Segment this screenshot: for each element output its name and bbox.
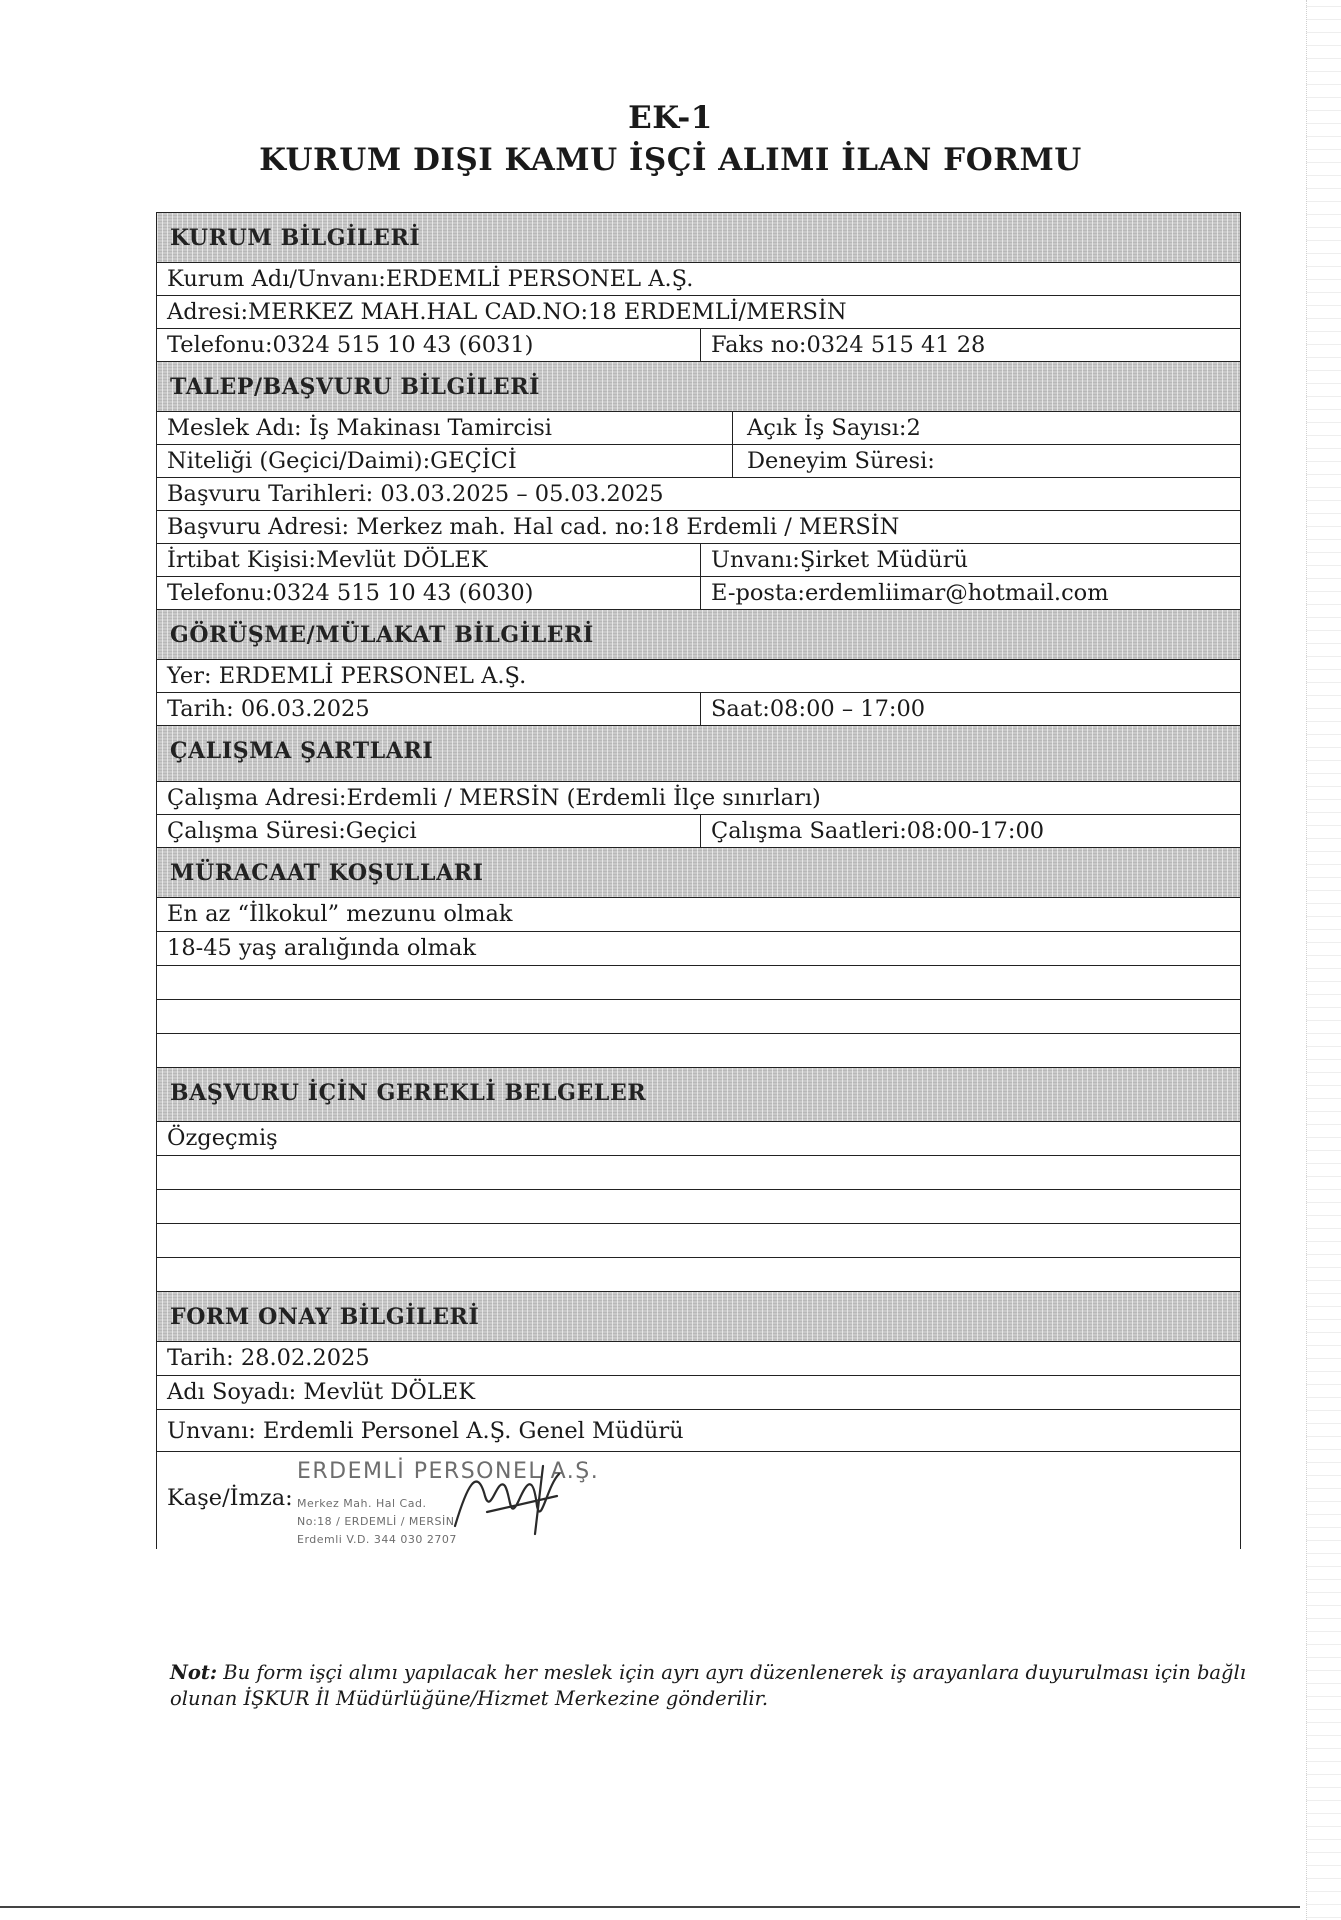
interview-place: Yer: ERDEMLİ PERSONEL A.Ş. bbox=[167, 663, 527, 689]
note-text: Bu form işçi alımı yapılacak her meslek için ayrı ayrı düzenlenerek iş arayanlara duyurulması için bağlı olunan İŞKUR İl Müdürlüğüne/Hizmet Merkezine gönderilir. bbox=[170, 1661, 1247, 1710]
section-onay-header bbox=[157, 1292, 1240, 1342]
section-kurum-header bbox=[157, 213, 1240, 263]
section-title: KURUM BİLGİLERİ bbox=[170, 225, 421, 251]
section-belgeler-header bbox=[157, 1068, 1240, 1122]
approver-title-row bbox=[157, 1410, 1240, 1452]
section-title: GÖRÜŞME/MÜLAKAT BİLGİLERİ bbox=[170, 622, 594, 648]
stamp-line: Erdemli V.D. 344 030 2707 bbox=[297, 1533, 457, 1546]
experience-duration: Deneyim Süresi: bbox=[732, 445, 1240, 477]
section-talep-header bbox=[157, 362, 1240, 412]
interview-date: Tarih: 06.03.2025 bbox=[167, 696, 370, 722]
requirement-row bbox=[157, 932, 1240, 966]
interview-hours: Saat:08:00 – 17:00 bbox=[700, 693, 1240, 725]
requirement-item: En az “İlkokul” mezunu olmak bbox=[167, 901, 513, 927]
kurum-contact-row bbox=[157, 329, 1240, 362]
section-muracaat-header bbox=[157, 848, 1240, 898]
document-item bbox=[157, 1156, 1240, 1189]
section-title: TALEP/BAŞVURU BİLGİLERİ bbox=[170, 374, 541, 400]
work-terms-row bbox=[157, 815, 1240, 848]
kurum-address-row bbox=[157, 296, 1240, 329]
document-row bbox=[157, 1258, 1240, 1292]
document-row bbox=[157, 1224, 1240, 1258]
document-item bbox=[157, 1224, 1240, 1257]
kurum-address: Adresi:MERKEZ MAH.HAL CAD.NO:18 ERDEMLİ/MERSİN bbox=[167, 299, 847, 325]
section-gorusme-header bbox=[157, 610, 1240, 660]
approver-title: Unvanı: Erdemli Personel A.Ş. Genel Müdürü bbox=[167, 1418, 684, 1444]
contact-info-row bbox=[157, 577, 1240, 610]
contact-email: E-posta:erdemliimar@hotmail.com bbox=[700, 577, 1240, 609]
kurum-name-row bbox=[157, 263, 1240, 296]
requirement-item bbox=[157, 1034, 1240, 1067]
stamp-line: ERDEMLİ PERSONEL A.Ş. bbox=[297, 1459, 600, 1484]
scanned-page-edge bbox=[1306, 0, 1341, 1920]
work-hours: Çalışma Saatleri:08:00-17:00 bbox=[700, 815, 1240, 847]
kurum-phone: Telefonu:0324 515 10 43 (6031) bbox=[167, 332, 534, 358]
work-address: Çalışma Adresi:Erdemli / MERSİN (Erdemli İlçe sınırları) bbox=[167, 785, 821, 811]
requirement-row bbox=[157, 966, 1240, 1000]
interview-time-row bbox=[157, 693, 1240, 726]
position-type: Niteliği (Geçici/Daimi):GEÇİCİ bbox=[167, 448, 517, 474]
stamp-signature-label: Kaşe/İmza: bbox=[167, 1485, 293, 1511]
requirement-item bbox=[157, 1000, 1240, 1033]
approval-date-row bbox=[157, 1342, 1240, 1376]
form-footnote bbox=[170, 1660, 1260, 1712]
stamp-line: Merkez Mah. Hal Cad. bbox=[297, 1497, 427, 1510]
interview-place-row bbox=[157, 660, 1240, 693]
page-bottom-rule bbox=[0, 1906, 1300, 1908]
company-stamp bbox=[297, 1456, 600, 1546]
document-item bbox=[157, 1190, 1240, 1223]
section-title: MÜRACAAT KOŞULLARI bbox=[170, 860, 484, 886]
job-posting-form bbox=[156, 212, 1241, 1549]
signature-mark bbox=[447, 1456, 577, 1540]
note-label: Not: bbox=[170, 1661, 218, 1684]
stamp-line: No:18 / ERDEMLİ / MERSİN bbox=[297, 1515, 455, 1528]
stamp-signature-row bbox=[157, 1452, 1240, 1549]
application-address: Başvuru Adresi: Merkez mah. Hal cad. no:18 Erdemli / MERSİN bbox=[167, 514, 900, 540]
contact-person-row bbox=[157, 544, 1240, 577]
contact-title: Unvanı:Şirket Müdürü bbox=[700, 544, 1240, 576]
meslek-name: Meslek Adı: İş Makinası Tamircisi bbox=[167, 415, 552, 441]
application-address-row bbox=[157, 511, 1240, 544]
application-dates-row bbox=[157, 478, 1240, 511]
contact-person: İrtibat Kişisi:Mevlüt DÖLEK bbox=[167, 547, 488, 573]
requirement-item bbox=[157, 966, 1240, 999]
form-title: KURUM DIŞI KAMU İŞÇİ ALIMI İLAN FORMU bbox=[259, 142, 1082, 178]
document-item: Özgeçmiş bbox=[167, 1125, 278, 1151]
section-title: ÇALIŞMA ŞARTLARI bbox=[170, 738, 434, 764]
requirement-row bbox=[157, 1034, 1240, 1068]
approver-name: Adı Soyadı: Mevlüt DÖLEK bbox=[167, 1379, 476, 1405]
work-duration: Çalışma Süresi:Geçici bbox=[167, 818, 417, 844]
application-dates: Başvuru Tarihleri: 03.03.2025 – 05.03.2025 bbox=[167, 481, 664, 507]
kurum-name: Kurum Adı/Unvanı:ERDEMLİ PERSONEL A.Ş. bbox=[167, 266, 694, 292]
section-calisma-header bbox=[157, 726, 1240, 782]
approval-date: Tarih: 28.02.2025 bbox=[167, 1345, 370, 1371]
document-row bbox=[157, 1156, 1240, 1190]
requirement-item: 18-45 yaş aralığında olmak bbox=[167, 935, 477, 961]
section-title: FORM ONAY BİLGİLERİ bbox=[170, 1304, 480, 1330]
document-row bbox=[157, 1122, 1240, 1156]
work-address-row bbox=[157, 782, 1240, 815]
meslek-row bbox=[157, 412, 1240, 445]
contact-phone: Telefonu:0324 515 10 43 (6030) bbox=[167, 580, 534, 606]
form-annex-label: EK-1 bbox=[628, 100, 713, 136]
section-title: BAŞVURU İÇİN GEREKLİ BELGELER bbox=[170, 1080, 647, 1106]
approver-name-row bbox=[157, 1376, 1240, 1410]
requirement-row bbox=[157, 898, 1240, 932]
document-item bbox=[157, 1258, 1240, 1291]
requirement-row bbox=[157, 1000, 1240, 1034]
kurum-fax: Faks no:0324 515 41 28 bbox=[700, 329, 1240, 361]
document-row bbox=[157, 1190, 1240, 1224]
nitelik-row bbox=[157, 445, 1240, 478]
open-positions: Açık İş Sayısı:2 bbox=[732, 412, 1240, 444]
